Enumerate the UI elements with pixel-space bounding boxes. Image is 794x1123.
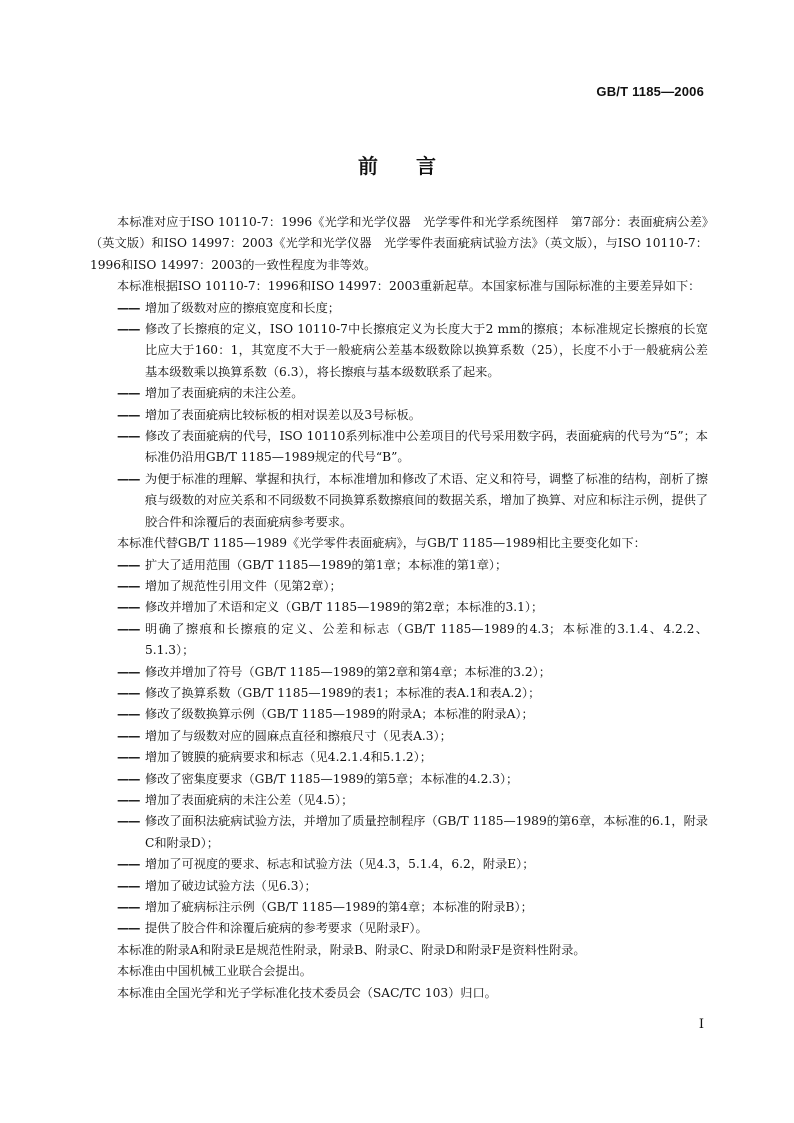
dash-marker: —— xyxy=(117,685,140,700)
list-item: —— 增加了镀膜的疵病要求和标志（见4.2.1.4和5.1.2）； xyxy=(90,747,708,768)
list-item: —— 增加了表面疵病比较标板的相对误差以及3号标板。 xyxy=(90,405,708,426)
dash-marker: —— xyxy=(117,728,140,743)
document-body xyxy=(90,212,708,1004)
list-item: —— 修改并增加了术语和定义（GB/T 1185—1989的第2章；本标准的3.1）； xyxy=(90,597,708,618)
dash-marker: —— xyxy=(117,900,140,914)
standard-number: GB/T 1185—2006 xyxy=(596,84,704,99)
page-title: 前言 xyxy=(358,154,474,178)
dash-marker: —— xyxy=(117,429,140,444)
list-item: —— 修改了长擦痕的定义，ISO 10110-7中长擦痕定义为长度大于2 mm的擦痕；本标准规定长擦痕的长宽比应大于160：1，其宽度不大于一般疵病公差基本级数除以换算系数（25），长度不小于一般疵病公差基本级数乘以换算系数（6.3），将长擦痕与基本级数联系了起来。 xyxy=(90,319,708,383)
list-item: —— 修改了表面疵病的代号，ISO 10110系列标准中公差项目的代号采用数字码，表面疵病的代号为“5”；本标准仍沿用GB/T 1185—1989规定的代号“B”。 xyxy=(90,426,708,469)
list-item: —— 修改并增加了符号（GB/T 1185—1989的第2章和第4章；本标准的3.2）； xyxy=(90,662,708,683)
dash-marker: —— xyxy=(117,921,140,936)
dash-marker: —— xyxy=(117,322,140,337)
list-item: —— 修改了换算系数（GB/T 1185—1989的表1；本标准的表A.1和表A.2）； xyxy=(90,683,708,704)
dash-marker: —— xyxy=(117,407,140,422)
paragraph-differences-intro: 本标准根据ISO 10110-7：1996和ISO 14997：2003重新起草。本国家标准与国际标准的主要差异如下： xyxy=(117,279,701,294)
list-item: —— 明确了擦痕和长擦痕的定义、公差和标志（GB/T 1185—1989的4.3；本标准的3.1.4、4.2.2、5.1.3）； xyxy=(90,619,708,662)
list-item: —— 修改了级数换算示例（GB/T 1185—1989的附录A；本标准的附录A）； xyxy=(90,704,708,725)
dash-marker: —— xyxy=(117,664,140,679)
list-item: —— 增加了破边试验方法（见6.3）； xyxy=(90,876,708,897)
dash-marker: —— xyxy=(117,386,140,401)
list-item: —— 增加了表面疵病的未注公差。 xyxy=(90,383,708,404)
dash-marker: —— xyxy=(117,471,140,486)
dash-marker: —— xyxy=(117,578,140,593)
paragraph-proposed-by: 本标准由中国机械工业联合会提出。 xyxy=(117,964,312,979)
dash-marker: —— xyxy=(117,557,140,572)
differences-list xyxy=(90,298,708,533)
dash-marker: —— xyxy=(117,300,140,315)
changes-list xyxy=(90,555,708,940)
list-item: —— 增加了表面疵病的未注公差（见4.5）； xyxy=(90,790,708,811)
list-item: —— 增加了级数对应的擦痕宽度和长度； xyxy=(90,298,708,319)
list-item: —— 修改了面积法疵病试验方法，并增加了质量控制程序（GB/T 1185—1989的第6章，本标准的6.1，附录C和附录D）； xyxy=(90,811,708,854)
dash-marker: —— xyxy=(117,707,140,722)
dash-marker: —— xyxy=(117,814,140,829)
paragraph-administered-by: 本标准由全国光学和光子学标准化技术委员会（SAC/TC 103）归口。 xyxy=(117,985,497,1000)
list-item: —— 为便于标准的理解、掌握和执行，本标准增加和修改了术语、定义和符号，调整了标准的结构，剖析了擦痕与级数的对应关系和不同级数不同换算系数擦痕间的数据关系，增加了换算、对应和标注示例，提供了胶合件和涂覆后的表面疵病参考要求。 xyxy=(90,469,708,533)
list-item: —— 增加了与级数对应的圆麻点直径和擦痕尺寸（见表A.3）； xyxy=(90,726,708,747)
dash-marker: —— xyxy=(117,857,140,872)
list-item: —— 增加了可视度的要求、标志和试验方法（见4.3，5.1.4，6.2，附录E）； xyxy=(90,854,708,875)
dash-marker: —— xyxy=(117,878,140,893)
page-number: I xyxy=(698,1017,704,1032)
paragraph-correspondence: 本标准对应于ISO 10110-7：1996《光学和光学仪器 光学零件和光学系统图样 第7部分：表面疵病公差》（英文版）和ISO 14997：2003《光学和光学仪器 光学零件表面疵病试验方法》（英文版），与ISO 10110-7：1996和ISO 14997：2003的一致性程度为非等效。 xyxy=(90,215,708,272)
dash-marker: —— xyxy=(117,750,140,765)
dash-marker: —— xyxy=(117,771,140,786)
dash-marker: —— xyxy=(117,621,140,636)
paragraph-replaces: 本标准代替GB/T 1185—1989《光学零件表面疵病》，与GB/T 1185—1989相比主要变化如下： xyxy=(117,536,646,551)
list-item: —— 扩大了适用范围（GB/T 1185—1989的第1章；本标准的第1章）； xyxy=(90,555,708,576)
dash-marker: —— xyxy=(117,600,140,615)
dash-marker: —— xyxy=(117,792,140,807)
list-item: —— 修改了密集度要求（GB/T 1185—1989的第5章；本标准的4.2.3）； xyxy=(90,769,708,790)
paragraph-annexes: 本标准的附录A和附录E是规范性附录，附录B、附录C、附录D和附录F是资料性附录。 xyxy=(117,942,586,957)
list-item: —— 提供了胶合件和涂覆后疵病的参考要求（见附录F）。 xyxy=(90,918,708,939)
list-item: —— 增加了规范性引用文件（见第2章）； xyxy=(90,576,708,597)
list-item: —— 增加了疵病标注示例（GB/T 1185—1989的第4章；本标准的附录B）； xyxy=(90,897,708,918)
